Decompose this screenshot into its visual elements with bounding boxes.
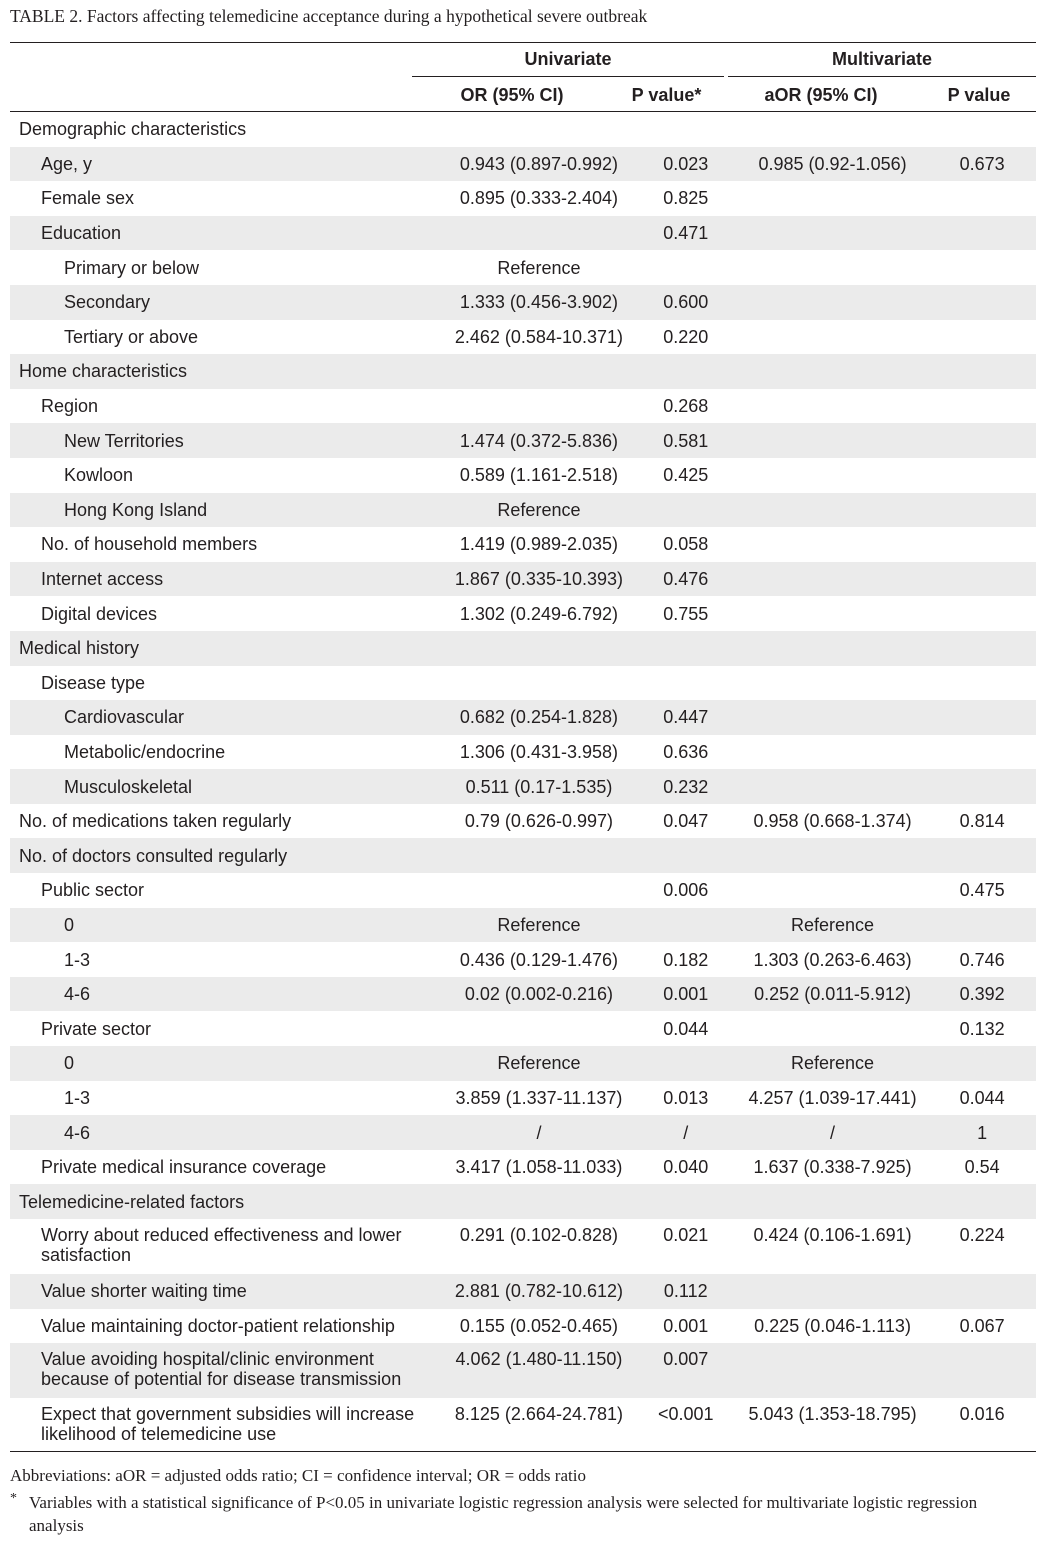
row-label: Medical history <box>10 631 443 666</box>
p-cell <box>635 838 737 873</box>
aor-cell: Reference <box>737 908 928 943</box>
aor-cell <box>737 1274 928 1309</box>
p2-cell <box>928 1343 1036 1398</box>
or-cell <box>443 112 634 147</box>
table-row <box>10 596 1036 631</box>
aor-cell <box>737 285 928 320</box>
p2-cell: 0.392 <box>928 977 1036 1012</box>
p2-cell <box>928 493 1036 528</box>
multivariate-header: Multivariate <box>831 49 933 69</box>
univariate-underline <box>412 76 724 77</box>
row-label: Cardiovascular <box>10 700 443 735</box>
p-cell: 0.040 <box>663 1157 709 1178</box>
table-row <box>10 562 1036 597</box>
p2-cell <box>928 320 1036 355</box>
or-cell <box>443 389 634 424</box>
aor-cell: 5.043 (1.353-18.795) <box>748 1404 917 1425</box>
row-label: Demographic characteristics <box>19 119 247 140</box>
aor-cell: 0.958 (0.668-1.374) <box>753 811 912 832</box>
row-label: Region <box>41 396 99 417</box>
or-cell: 3.417 (1.058-11.033) <box>455 1157 623 1178</box>
row-label: 4-6 <box>10 977 443 1012</box>
table-row <box>10 908 1036 943</box>
p2-cell <box>928 285 1036 320</box>
row-label: 1-3 <box>64 949 91 970</box>
p2-cell: 0.746 <box>959 949 1005 970</box>
aor-column-header: aOR (95% CI) <box>764 85 878 105</box>
row-label: Internet access <box>10 562 443 597</box>
aor-cell <box>737 666 928 701</box>
univariate-header: Univariate <box>524 49 612 69</box>
row-label: Musculoskeletal <box>10 769 443 804</box>
aor-cell: 1.637 (0.338-7.925) <box>753 1157 912 1178</box>
significance-footnote <box>10 1491 1020 1537</box>
row-label: No. of doctors consulted regularly <box>10 838 443 873</box>
aor-cell <box>737 596 928 631</box>
or-cell: 0.436 (0.129-1.476) <box>459 949 619 970</box>
or-cell: 1.333 (0.456-3.902) <box>443 285 634 320</box>
or-cell <box>443 666 634 701</box>
p-multi-column-header: P value <box>947 85 1011 105</box>
or-cell <box>443 354 634 389</box>
aor-cell <box>737 181 928 216</box>
table-row <box>10 1343 1036 1398</box>
row-label: Age, y <box>10 147 443 182</box>
row-label: Value shorter waiting time <box>10 1274 443 1309</box>
p-cell: 0.600 <box>635 285 737 320</box>
table-row <box>10 769 1036 804</box>
or-cell: 3.859 (1.337-11.137) <box>455 1087 623 1108</box>
p-cell: 0.023 <box>635 147 737 182</box>
aor-cell: / <box>737 1115 928 1150</box>
p-cell <box>635 250 737 285</box>
aor-cell: 4.257 (1.039-17.441) <box>748 1087 917 1108</box>
table-row <box>10 666 1036 701</box>
p-cell: <0.001 <box>657 1404 714 1425</box>
aor-cell <box>737 458 928 493</box>
p2-cell: 0.54 <box>964 1157 1000 1178</box>
or-cell: 1.302 (0.249-6.792) <box>459 603 619 624</box>
or-cell: 2.462 (0.584-10.371) <box>454 326 624 347</box>
aor-cell <box>737 700 928 735</box>
row-label: Secondary <box>10 285 443 320</box>
aor-cell <box>737 735 928 770</box>
p2-cell: 0.132 <box>959 1018 1005 1039</box>
or-cell <box>443 1011 634 1046</box>
p-cell: 0.047 <box>663 811 709 832</box>
or-cell: 1.419 (0.989-2.035) <box>459 534 619 555</box>
row-label: 4-6 <box>10 1115 443 1150</box>
or-cell: 4.062 (1.480-11.150) <box>443 1343 634 1398</box>
or-cell: 1.474 (0.372-5.836) <box>443 423 634 458</box>
p2-cell <box>928 423 1036 458</box>
aor-cell: 0.424 (0.106-1.691) <box>753 1225 912 1245</box>
aor-cell: 0.225 (0.046-1.113) <box>754 1315 911 1336</box>
table-row <box>10 1150 1036 1185</box>
table-row <box>10 423 1036 458</box>
row-label: No. of medications taken regularly <box>19 811 292 832</box>
p-cell: 0.476 <box>635 562 737 597</box>
p2-cell: 0.475 <box>959 880 1005 901</box>
table-row <box>10 1046 1036 1081</box>
table-row <box>10 804 1036 839</box>
table-row <box>10 631 1036 666</box>
p-cell: 0.825 <box>663 188 709 209</box>
p-cell: 0.268 <box>663 396 709 417</box>
row-label: Digital devices <box>41 603 158 624</box>
p-cell <box>635 112 737 147</box>
p-cell <box>635 908 737 943</box>
p-cell: 0.636 <box>663 741 709 762</box>
p2-cell <box>928 389 1036 424</box>
p2-cell <box>928 700 1036 735</box>
table-row <box>10 1309 1036 1344</box>
p2-cell <box>928 666 1036 701</box>
or-cell: 0.79 (0.626-0.997) <box>464 811 613 832</box>
aor-cell <box>737 493 928 528</box>
row-label: 1-3 <box>64 1087 91 1108</box>
results-table <box>10 112 1036 1453</box>
or-cell: 0.291 (0.102-0.828) <box>459 1225 619 1245</box>
p-cell <box>635 1184 737 1219</box>
row-label: Private medical insurance coverage <box>41 1157 327 1178</box>
table-row <box>10 320 1036 355</box>
p-cell: 0.007 <box>635 1343 737 1398</box>
table-row <box>10 181 1036 216</box>
table-row <box>10 942 1036 977</box>
row-label: 0 <box>10 908 443 943</box>
p2-cell <box>928 354 1036 389</box>
aor-cell <box>737 112 928 147</box>
p2-cell: 0.044 <box>959 1087 1005 1108</box>
p-cell: 0.021 <box>663 1225 709 1245</box>
aor-cell: 1.303 (0.263-6.463) <box>753 949 912 970</box>
p-cell: 0.013 <box>663 1087 709 1108</box>
p2-cell: 0.016 <box>959 1404 1005 1425</box>
aor-cell <box>737 769 928 804</box>
p-cell: 0.447 <box>635 700 737 735</box>
row-label: Worry about reduced effectiveness and lower satisfaction <box>41 1225 402 1265</box>
or-cell <box>443 873 634 908</box>
table-caption: TABLE 2. Factors affecting telemedicine acceptance during a hypothetical severe outbreak <box>10 6 648 26</box>
row-label: Primary or below <box>64 257 200 278</box>
row-label: Disease type <box>41 672 146 693</box>
aor-cell: Reference <box>737 1046 928 1081</box>
row-label: Value avoiding hospital/clinic environment because of potential for disease transmission <box>10 1343 443 1398</box>
or-cell: 1.306 (0.431-3.958) <box>459 741 619 762</box>
or-cell: 0.155 (0.052-0.465) <box>459 1315 619 1336</box>
aor-cell <box>737 216 928 251</box>
aor-cell <box>737 389 928 424</box>
aor-cell: 0.985 (0.92-1.056) <box>737 147 928 182</box>
p2-cell <box>928 181 1036 216</box>
p2-cell <box>928 1046 1036 1081</box>
aor-cell <box>737 527 928 562</box>
aor-cell <box>737 354 928 389</box>
table-row <box>10 1081 1036 1116</box>
aor-cell <box>737 1184 928 1219</box>
table-row <box>10 1011 1036 1046</box>
or-cell <box>443 838 634 873</box>
p-cell: 0.112 <box>635 1274 737 1309</box>
table-row <box>10 1115 1036 1150</box>
aor-cell <box>737 320 928 355</box>
row-label: No. of household members <box>41 534 258 555</box>
p-cell <box>635 666 737 701</box>
aor-cell <box>737 1011 928 1046</box>
row-label: Education <box>10 216 443 251</box>
p2-cell <box>928 735 1036 770</box>
p-cell: 0.001 <box>663 1315 709 1336</box>
p2-cell <box>928 596 1036 631</box>
p-cell: 0.182 <box>663 949 709 970</box>
p2-cell <box>928 527 1036 562</box>
p-cell: / <box>635 1115 737 1150</box>
p-cell: 0.581 <box>635 423 737 458</box>
row-label: Private sector <box>41 1018 152 1039</box>
or-cell: 2.881 (0.782-10.612) <box>443 1274 634 1309</box>
p2-cell <box>928 838 1036 873</box>
or-cell: 0.02 (0.002-0.216) <box>443 977 634 1012</box>
table-row <box>10 700 1036 735</box>
table-row <box>10 216 1036 251</box>
p2-cell <box>928 769 1036 804</box>
or-cell <box>443 631 634 666</box>
table-row <box>10 1184 1036 1219</box>
bottom-rule <box>10 1451 1036 1452</box>
or-cell: Reference <box>497 257 581 278</box>
row-label: 0 <box>10 1046 443 1081</box>
abbreviations-note: Abbreviations: aOR = adjusted odds ratio; CI = confidence interval; OR = odds ratio <box>10 1466 586 1485</box>
table-row <box>10 1219 1036 1274</box>
or-cell <box>443 1184 634 1219</box>
table-row <box>10 493 1036 528</box>
row-label: New Territories <box>10 423 443 458</box>
p2-cell: 1 <box>928 1115 1036 1150</box>
footnote-text: Variables with a statistical significance of P<0.05 in univariate logistic regression analysis were selected for multivariate logistic regression analysis <box>29 1493 978 1535</box>
or-cell: 0.943 (0.897-0.992) <box>443 147 634 182</box>
p2-cell: 0.067 <box>959 1315 1005 1336</box>
p2-cell <box>928 250 1036 285</box>
p2-cell: 0.224 <box>959 1225 1005 1245</box>
or-cell: 8.125 (2.664-24.781) <box>454 1404 624 1425</box>
p2-cell: 0.673 <box>928 147 1036 182</box>
or-cell: 0.511 (0.17-1.535) <box>443 769 634 804</box>
table-row <box>10 354 1036 389</box>
or-cell: Reference <box>443 493 634 528</box>
p-cell <box>635 1046 737 1081</box>
aor-cell <box>737 423 928 458</box>
aor-cell <box>737 1343 928 1398</box>
p-cell: 0.471 <box>635 216 737 251</box>
p2-cell <box>928 1184 1036 1219</box>
aor-cell <box>737 838 928 873</box>
p-cell: 0.425 <box>663 465 709 486</box>
aor-cell <box>737 631 928 666</box>
aor-cell <box>737 250 928 285</box>
table-row <box>10 1398 1036 1453</box>
aor-cell: 0.252 (0.011-5.912) <box>737 977 928 1012</box>
p2-cell <box>928 216 1036 251</box>
p2-cell <box>928 1274 1036 1309</box>
table-row <box>10 112 1036 147</box>
p-uni-column-header: P value* <box>631 85 702 105</box>
row-label: Expect that government subsidies will increase likelihood of telemedicine use <box>41 1404 415 1445</box>
row-label: Telemedicine-related factors <box>10 1184 443 1219</box>
p-cell: 0.755 <box>663 603 709 624</box>
table-row <box>10 458 1036 493</box>
p2-cell <box>928 631 1036 666</box>
or-cell: Reference <box>443 1046 634 1081</box>
table-row <box>10 250 1036 285</box>
row-label: Hong Kong Island <box>10 493 443 528</box>
p2-cell: 0.814 <box>959 811 1005 832</box>
p2-cell <box>928 112 1036 147</box>
row-label: Value maintaining doctor-patient relationship <box>41 1315 395 1336</box>
row-label: Tertiary or above <box>64 326 199 347</box>
p-cell: 0.220 <box>663 326 709 347</box>
p-cell <box>635 493 737 528</box>
table-row <box>10 147 1036 182</box>
table-row <box>10 1274 1036 1309</box>
or-cell: 1.867 (0.335-10.393) <box>443 562 634 597</box>
or-cell <box>443 216 634 251</box>
table-row <box>10 735 1036 770</box>
p-cell: 0.044 <box>663 1018 709 1039</box>
multivariate-underline <box>728 76 1036 77</box>
row-label: Metabolic/endocrine <box>64 741 226 762</box>
p-cell <box>635 354 737 389</box>
table-row <box>10 873 1036 908</box>
aor-cell <box>737 562 928 597</box>
footnote-mark: * <box>10 1491 17 1506</box>
p2-cell <box>928 908 1036 943</box>
row-label: Female sex <box>41 188 135 209</box>
p2-cell <box>928 562 1036 597</box>
table-row <box>10 977 1036 1012</box>
p-cell: 0.232 <box>635 769 737 804</box>
row-label: Kowloon <box>64 465 134 486</box>
or-cell: 0.589 (1.161-2.518) <box>459 465 619 486</box>
or-cell: 0.895 (0.333-2.404) <box>459 188 619 209</box>
aor-cell <box>737 873 928 908</box>
p-cell: 0.006 <box>663 880 709 901</box>
or-cell: / <box>443 1115 634 1150</box>
table-row <box>10 838 1036 873</box>
p-cell: 0.001 <box>635 977 737 1012</box>
p-cell: 0.058 <box>663 534 709 555</box>
p2-cell <box>928 458 1036 493</box>
row-label: Home characteristics <box>10 354 443 389</box>
table-row <box>10 389 1036 424</box>
p-cell <box>635 631 737 666</box>
or-cell: 0.682 (0.254-1.828) <box>443 700 634 735</box>
table-row <box>10 285 1036 320</box>
row-label: Public sector <box>41 880 145 901</box>
or-cell: Reference <box>443 908 634 943</box>
or-column-header: OR (95% CI) <box>460 85 564 105</box>
top-rule <box>10 42 1036 43</box>
table-row <box>10 527 1036 562</box>
